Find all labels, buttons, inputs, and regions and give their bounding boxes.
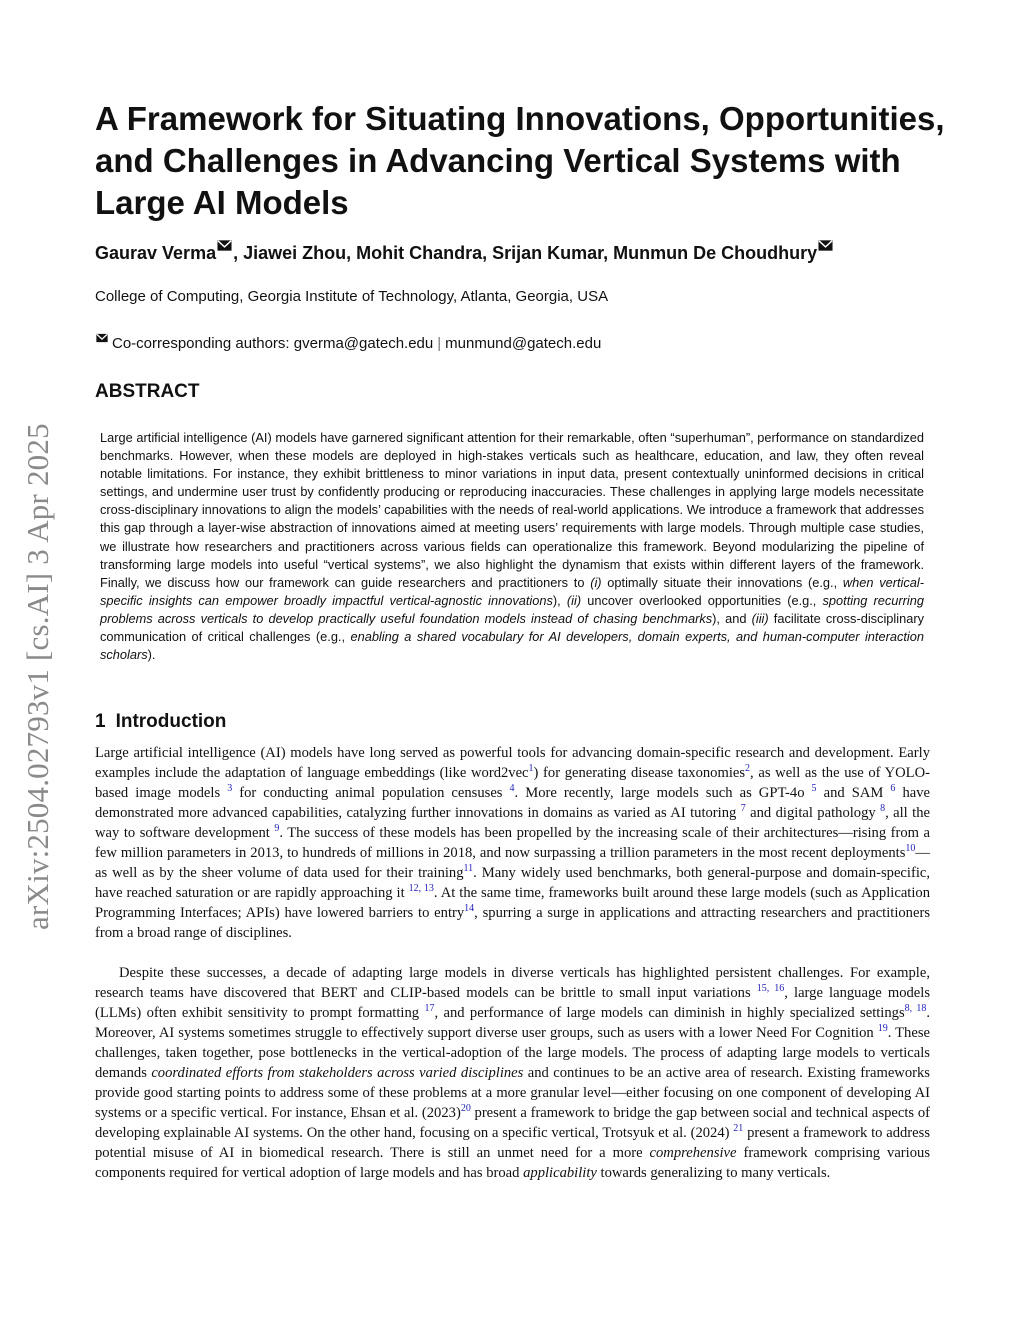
citation-link[interactable]: 17 <box>424 1003 435 1015</box>
corresponding-authors <box>95 332 601 352</box>
abstract-marker-iii: (iii) <box>751 610 769 626</box>
body-text: , large language models (LLMs) often exhibit sensitivity to prompt formatting <box>95 985 931 1022</box>
body-text: . Many widely used benchmarks, both general-purpose and domain-specific, have reached saturation or are rapidly approaching it <box>95 865 930 902</box>
abstract-text: ). <box>147 647 156 663</box>
body-text: Despite these successes, a decade of adapting large models in diverse verticals has highlighted persistent challenges. For example, research teams have discovered that BERT and CLIP-based models can be brittle to small input variations <box>95 965 930 1002</box>
emphasis-text: applicability <box>523 1165 597 1182</box>
affiliation: College of Computing, Georgia Institute of Technology, Atlanta, Georgia, USA <box>95 288 609 305</box>
abstract-text: ), <box>552 592 567 608</box>
body-text: ) for generating disease taxonomies <box>533 765 746 782</box>
citation-link[interactable]: 8 <box>880 803 886 815</box>
body-text: . More recently, large models such as GPT-4o <box>514 785 812 802</box>
body-text: framework comprising various components required for vertical adoption of large models and has broad <box>95 1145 930 1182</box>
section-heading-introduction <box>95 711 226 733</box>
body-text: and continues to be an active area of research. Existing frameworks provide good starting points to address some of these problems at a more granular level—either focusing on one component of developing AI systems or a specific vertical. For instance, Ehsan et al. (2023) <box>95 1065 930 1122</box>
citation-link[interactable]: 9 <box>274 823 280 835</box>
abstract-marker-i: (i) <box>590 574 602 590</box>
body-text: . Moreover, AI systems sometimes struggle to effectively support diverse user groups, such as users with a lower Need For Cognition <box>95 1005 931 1042</box>
corresponding-email2[interactable]: munmund@gatech.edu <box>445 335 602 352</box>
citation-link[interactable]: 21 <box>733 1123 744 1135</box>
citation-link[interactable]: 10 <box>905 843 916 855</box>
body-text: for conducting animal population censuses <box>232 785 510 802</box>
body-text: have demonstrated more advanced capabilities, catalyzing further innovations in domains as varied as AI tutoring <box>95 785 931 822</box>
body-text: Large artificial intelligence (AI) models have long served as powerful tools for advancing domain-specific research and development. Early examples include the adaptation of language embeddings (like word2vec <box>95 745 930 782</box>
citation-link[interactable]: 6 <box>890 783 896 795</box>
citation-link[interactable]: 3 <box>227 783 233 795</box>
body-text: present a framework to address potential misuse of AI in biomedical research. There is still an unmet need for a more <box>95 1125 930 1162</box>
body-text: . These challenges, taken together, pose bottlenecks in the vertical-adoption of the large models. The process of adapting large models to verticals demands <box>95 1025 930 1082</box>
paper-title: A Framework for Situating Innovations, Opportunities, and Challenges in Advancing Vertical Systems with Large AI Models <box>95 100 945 221</box>
citation-link[interactable]: 15, 16 <box>756 983 785 995</box>
abstract-marker-ii: (ii) <box>566 592 582 608</box>
citation-link[interactable]: 8, 18 <box>904 1003 927 1015</box>
abstract-heading: ABSTRACT <box>95 381 200 402</box>
abstract-example-1: when vertical-specific insights can empower broadly impactful vertical-agnostic innovations <box>100 574 924 608</box>
corresponding-label-email1[interactable]: Co-corresponding authors: gverma@gatech.edu <box>112 335 434 352</box>
citation-link[interactable]: 11 <box>463 863 474 875</box>
abstract-text: facilitate cross-disciplinary communication of critical challenges (e.g., <box>100 610 924 645</box>
abstract-body <box>100 429 924 664</box>
abstract-text: optimally situate their innovations (e.g., <box>601 574 843 590</box>
emphasis-text: coordinated efforts from stakeholders across varied disciplines <box>151 1065 524 1082</box>
body-text: , spurring a surge in applications and attracting researchers and practitioners from a broad range of disciplines. <box>95 905 931 942</box>
section-title: Introduction <box>115 711 227 732</box>
citation-link[interactable]: 2 <box>745 763 751 775</box>
author-gaurav-verma: Gaurav Verma <box>95 243 217 263</box>
citation-link[interactable]: 14 <box>464 903 475 915</box>
author-munmun-de-choudhury: Munmun De Choudhury <box>613 243 818 263</box>
author-names-middle: , Jiawei Zhou, Mohit Chandra, Srijan Kumar, <box>233 243 614 263</box>
body-text: towards generalizing to many verticals. <box>596 1165 831 1182</box>
citation-link[interactable]: 1 <box>528 763 534 775</box>
citation-link[interactable]: 19 <box>877 1023 888 1035</box>
body-text: and digital pathology <box>745 805 881 822</box>
body-text: and SAM <box>816 785 891 802</box>
arxiv-identifier-stamp: arXiv:2504.02793v1 [cs.AI] 3 Apr 2025 <box>20 423 55 930</box>
citation-link[interactable]: 4 <box>509 783 515 795</box>
citation-link[interactable]: 5 <box>811 783 817 795</box>
abstract-example-2: spotting recurring problems across verticals to develop practically useful foundation models instead of chasing benchmarks <box>100 592 925 626</box>
section-number: 1 <box>95 711 106 732</box>
citation-link[interactable]: 12, 13 <box>408 883 434 895</box>
citation-link[interactable]: 20 <box>460 1103 471 1115</box>
intro-paragraph-1 <box>95 743 930 943</box>
body-text: , all the way to software development <box>95 805 930 842</box>
author-list <box>95 238 975 264</box>
email-separator: | <box>437 335 442 352</box>
emphasis-text: comprehensive <box>649 1145 737 1162</box>
body-text: , as well as the use of YOLO-based image models <box>95 765 930 802</box>
envelope-icon <box>818 238 833 253</box>
abstract-text: Large artificial intelligence (AI) models have garnered significant attention for their remarkable, often “superhuman”, performance on standardized benchmarks. However, when these models are deployed in high-stakes verticals such as healthcare, education, and law, they often reveal notable limitations. For instance, they exhibit brittleness to minor variations in input data, present contextually uninformed decisions in critical settings, and undermine user trust by confidently producing or reproducing inaccuracies. These challenges in applying large models necessitate cross-disciplinary innovations to align the models’ capabilities with the needs of real-world applications. We introduce a framework that addresses this gap through a layer-wise abstraction of innovations aimed at meeting users’ requirements with large models. Through multiple case studies, we illustrate how researchers and practitioners across various fields can operationalize this framework. Beyond modularizing the pipeline of transforming large models into useful “vertical systems”, we also highlight the dynamism that exists within different layers of the framework. Finally, we discuss how our framework can guide researchers and practitioners to <box>100 430 924 590</box>
abstract-text: uncover overlooked opportunities (e.g., <box>581 592 823 608</box>
body-text: —as well as by the sheer volume of data used for their training <box>95 845 930 882</box>
body-text: , and performance of large models can diminish in highly specialized settings <box>434 1005 905 1022</box>
body-text: . The success of these models has been propelled by the increasing scale of their architectures—rising from a few million parameters in 2013, to hundreds of millions in 2018, and now surpassing a trillion parameters in the most recent deployments <box>95 825 930 862</box>
abstract-text: ), and <box>712 610 752 626</box>
citation-link[interactable]: 7 <box>740 803 746 815</box>
intro-paragraph-2 <box>95 963 930 1184</box>
abstract-example-3: enabling a shared vocabulary for AI developers, domain experts, and human-computer interaction scholars <box>100 629 924 663</box>
body-text: . At the same time, frameworks built around these large models (such as Application Programming Interfaces; APIs) have lowered barriers to entry <box>95 885 930 922</box>
envelope-icon <box>96 332 108 344</box>
envelope-icon <box>217 238 232 253</box>
body-text: present a framework to bridge the gap between social and technical aspects of developing explainable AI systems. On the other hand, focusing on a specific vertical, Trotsyuk et al. (2024) <box>95 1105 930 1142</box>
